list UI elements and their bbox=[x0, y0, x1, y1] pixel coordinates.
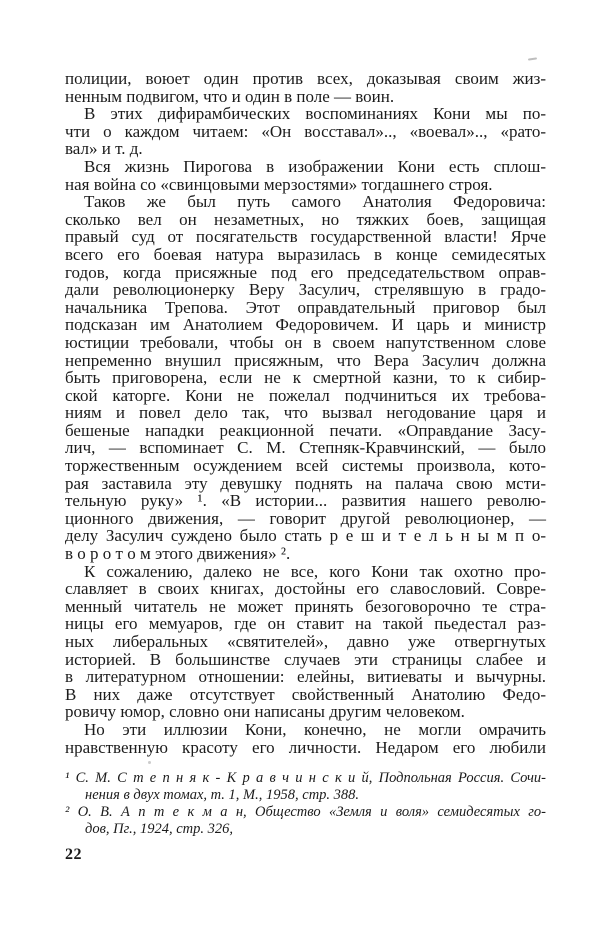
text-line: сколько вел он незаметных, но тяжких боев, защищая bbox=[65, 209, 546, 229]
text-line: полиции, воюет один против всех, доказывая своим жиз- bbox=[65, 69, 546, 88]
page-number: 22 bbox=[65, 846, 82, 864]
text-line: подсказан им Анатолием Федоровичем. И царь и министр bbox=[65, 315, 546, 335]
text-line: Вся жизнь Пирогова в изображении Кони есть сплош- bbox=[84, 156, 546, 176]
text-line: правый суд от посягательств государственной власти! Ярче bbox=[65, 227, 546, 247]
text-line: бешеные нападки реакционной печати. «Оправдание Засу- bbox=[65, 420, 546, 440]
text-line: нения в двух томах, т. 1, М., 1958, стр. 388. bbox=[85, 787, 360, 804]
text-line: лич, — вспоминает С. М. Степняк-Кравчинский, — было bbox=[65, 438, 546, 458]
text-line: К сожалению, далеко не все, кого Кони так охотно про- bbox=[84, 561, 546, 581]
text-line: Таков же был путь самого Анатолия Федоровича: bbox=[84, 192, 546, 212]
text-line: ниям и повел дело так, что вызвал негодование царя и bbox=[65, 403, 546, 423]
text-line: менный читатель не может принять безоговорочно те стра- bbox=[65, 596, 546, 616]
main-text bbox=[65, 70, 546, 756]
text-line: годов, когда присяжные под его председательством оправ- bbox=[65, 262, 546, 282]
text-line: тельную руку» ¹. «В истории... развития нашего револю- bbox=[65, 491, 546, 511]
text-line: юстиции требовали, чтобы он в своем напутственном слове bbox=[65, 332, 546, 352]
text-line: Но эти иллюзии Кони, конечно, не могли омрачить bbox=[84, 719, 546, 739]
text-line: в о р о т о м этого движения» ². bbox=[65, 544, 291, 564]
text-line: всего его боевая натура выразилась в конце семидесятых bbox=[65, 244, 546, 264]
text-line: В этих дифирамбических воспоминаниях Кони мы по- bbox=[84, 104, 546, 124]
text-line: начальника Трепова. Этот оправдательный приговор был bbox=[65, 297, 546, 317]
text-line: славляет в своих книгах, достойны его славословий. Совре- bbox=[65, 579, 546, 599]
scan-speck bbox=[528, 57, 537, 60]
text-line: ¹ С. М. С т е п н я к - К р а в ч и н с к и й, Подпольная Россия. Сочи- bbox=[65, 770, 546, 787]
text-line: дали революционерку Веру Засулич, стрелявшую в градо- bbox=[65, 280, 546, 300]
text-line: ровичу юмор, словно они написаны другим человеком. bbox=[65, 702, 465, 722]
text-line: ненным подвигом, что и один в поле — воин. bbox=[65, 86, 395, 106]
text-line: в литературном отношении: елейны, витиеваты и вычурны. bbox=[65, 667, 546, 687]
text-line: ницы его мемуаров, где он ставит на такой пьедестал раз- bbox=[65, 614, 546, 634]
text-line: дов, Пг., 1924, стр. 326, bbox=[85, 821, 233, 838]
text-line: рая заставила эту девушку поднять на палача свою мсти- bbox=[65, 473, 546, 493]
text-line: торжественным осуждением всей системы произвола, кото- bbox=[65, 456, 546, 476]
text-line: ской каторге. Кони не пожелал подчиниться их требова- bbox=[65, 385, 546, 405]
text-line: ² О. В. А п т е к м а н, Общество «Земля и воля» семидесятых го- bbox=[65, 804, 546, 821]
text-line: ных либеральных «святителей», давно уже отвергнутых bbox=[65, 632, 546, 651]
text-line: быть приговорена, если не к смертной казни, то к сибир- bbox=[65, 368, 546, 388]
text-line: В них даже отсутствует свойственный Анатолию Федо- bbox=[65, 684, 546, 704]
text-line: ционного движения, — говорит другой революционер, — bbox=[65, 508, 546, 528]
text-line: вал» и т. д. bbox=[65, 139, 143, 159]
book-page bbox=[65, 70, 546, 864]
text-line: чти о каждом читаем: «Он восставал».., «воевал».., «рато- bbox=[65, 121, 546, 141]
text-line: непременно внушил присяжным, что Вера Засулич должна bbox=[65, 350, 546, 370]
text-line: историей. В большинстве случаев эти страницы слабее и bbox=[65, 649, 546, 669]
footnotes bbox=[65, 770, 546, 838]
text-line: делу Засулич суждено было стать р е ш и т е л ь н ы м п о- bbox=[65, 526, 546, 546]
text-line: ная война со «свинцовыми мерзостями» тогдашнего строя. bbox=[65, 174, 493, 194]
text-line: нравственную красоту его личности. Недаром его любили bbox=[65, 737, 546, 757]
